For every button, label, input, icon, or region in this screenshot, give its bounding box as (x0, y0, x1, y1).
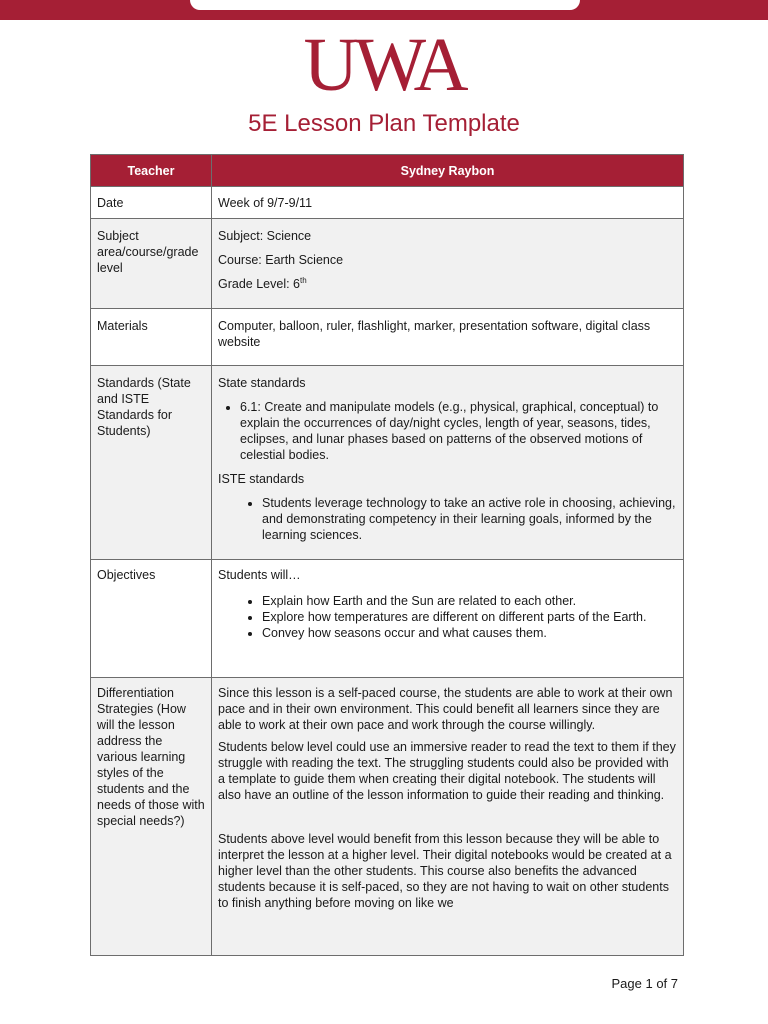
grade-line (218, 272, 677, 296)
list-item: • Explain how Earth and the Sun are related to each other. (262, 593, 677, 609)
teacher-value: Sydney Raybon (212, 155, 684, 187)
table-header-row (91, 155, 684, 187)
differentiation-paragraph: Students below level could use an immersive reader to read the text to them if they struggle with reading the text. The struggling students could also be provided with a template to guide them when creating their digital notebook. The students will also have an outline of the lesson information to guide their reading and thinking. (218, 740, 676, 802)
list-item: • 6.1: Create and manipulate models (e.g., physical, graphical, conceptual) to explain the occurrences of day/night cycles, length of year, seasons, tides, eclipses, and lunar phases based on patterns of the observed motions of celestial bodies. (240, 399, 677, 463)
list-item: • Explore how temperatures are different on different parts of the Earth. (262, 609, 677, 625)
differentiation-label: Differentiation Strategies (How will the lesson address the various learning styles of the students and the needs of those with special needs?) (91, 678, 212, 956)
state-standards-heading: State standards (218, 376, 306, 390)
state-standards-list (218, 399, 677, 463)
differentiation-paragraph: Students above level would benefit from this lesson because they will be able to interpret the lesson at a higher level. Their digital notebooks would be created at a higher level than the other students. This course also benefits the advanced students because it is self-paced, so they are not having to wait on other students to finish anything before moving on like we (218, 832, 672, 910)
materials-value: Computer, balloon, ruler, flashlight, marker, presentation software, digital class website (212, 309, 684, 366)
uwa-logo: UWA (303, 23, 465, 107)
standards-value (212, 366, 684, 560)
standards-label: Standards (State and ISTE Standards for Students) (91, 366, 212, 560)
lesson-plan-table (90, 154, 684, 956)
iste-standards-list (218, 495, 677, 543)
subject-line: Subject: Science (218, 229, 312, 243)
subject-label: Subject area/course/grade level (91, 219, 212, 309)
top-banner (0, 0, 768, 20)
grade-suffix: th (300, 275, 307, 285)
date-value: Week of 9/7-9/11 (212, 187, 684, 219)
objectives-intro: Students will… (218, 568, 301, 582)
top-banner-notch (190, 0, 580, 10)
table-row-date (91, 187, 684, 219)
table-row-standards (91, 366, 684, 560)
course-line: Course: Earth Science (218, 253, 344, 267)
teacher-label: Teacher (91, 155, 212, 187)
grade-text: Grade Level: 6 (218, 277, 300, 291)
page-title: 5E Lesson Plan Template (248, 110, 520, 137)
table-row-materials (91, 309, 684, 366)
objectives-label: Objectives (91, 560, 212, 678)
differentiation-value (212, 678, 684, 956)
list-item: • Convey how seasons occur and what causes them. (262, 625, 677, 641)
list-item: • Students leverage technology to take an active role in choosing, achieving, and demonstrating competency in their learning goals, informed by the learning sciences. (262, 495, 677, 543)
objectives-value (212, 560, 684, 678)
table-row-objectives (91, 560, 684, 678)
objectives-list (218, 593, 677, 641)
table-row-differentiation (91, 678, 684, 956)
materials-label: Materials (91, 309, 212, 366)
differentiation-paragraph: Since this lesson is a self-paced course, the students are able to work at their own pace and in their own environment. This could benefit all learners since they are able to work at their own pace and work through the course willingly. (218, 686, 673, 732)
table-row-subject (91, 219, 684, 309)
page-number: Page 1 of 7 (611, 976, 678, 991)
iste-standards-heading: ISTE standards (218, 472, 305, 486)
subject-value (212, 219, 684, 309)
date-label: Date (91, 187, 212, 219)
